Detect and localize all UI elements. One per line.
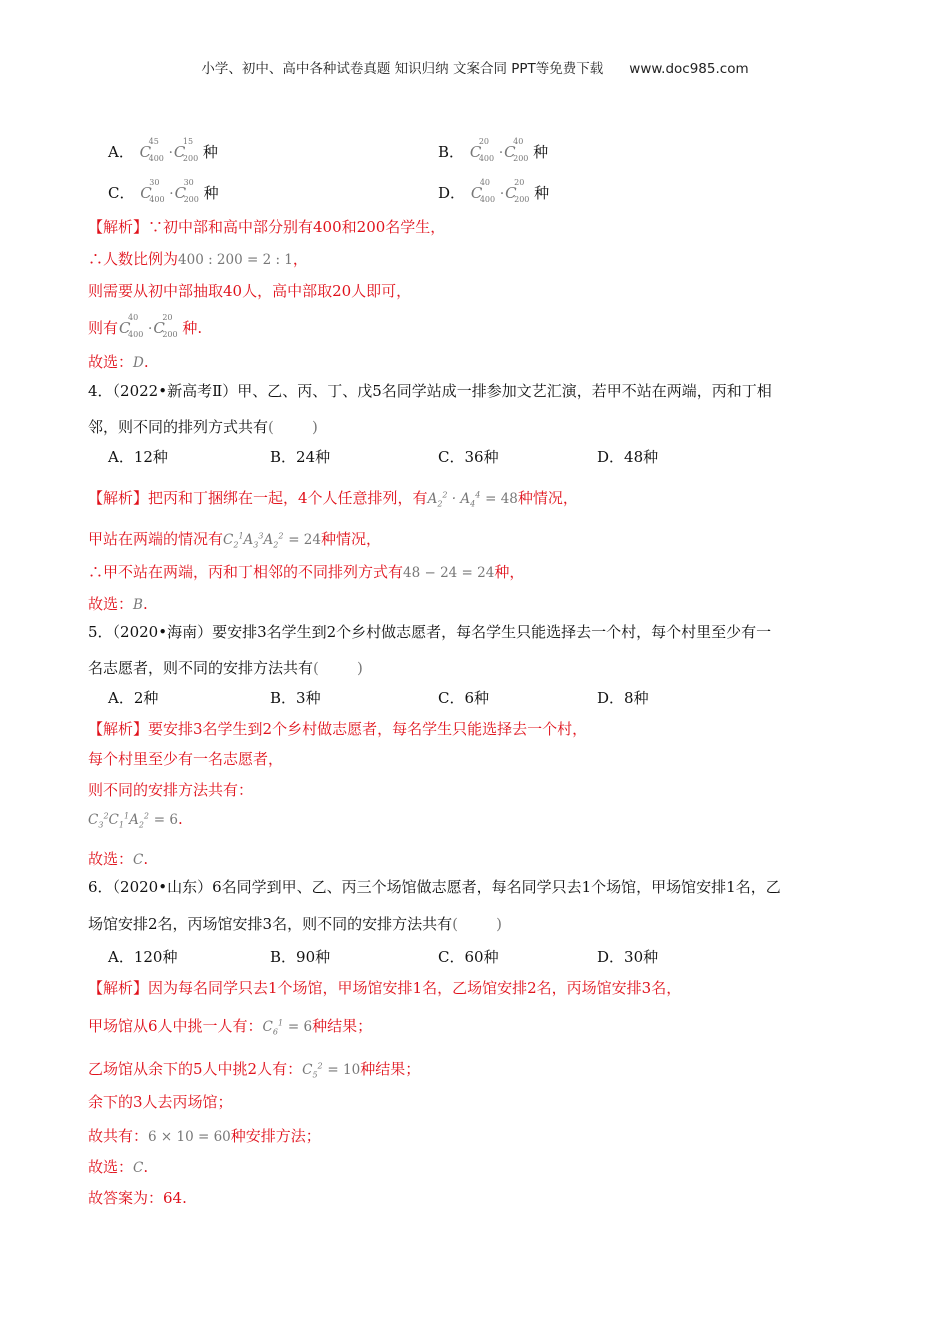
q3-solution-line2: ∴人数比例为400 : 200 = 2 : 1， (88, 250, 308, 268)
header-text: 小学、初中、高中各种试卷真题 知识归纳 文案合同 PPT等免费下载 (201, 61, 604, 77)
q3-solution-line4: 则有 C 40 400 · C 20 200 种. (88, 313, 203, 339)
q3-option-d[interactable]: D． C 40 400 · C 20 200 种 (438, 178, 550, 204)
q6-solution-line5: 故共有：6 × 10 = 60种安排方法； (88, 1127, 321, 1145)
q4-solution-line3: ∴甲不站在两端，丙和丁相邻的不同排列方式有48 − 24 = 24种， (88, 563, 525, 581)
q5-stem-line2: 名志愿者，则不同的安排方法共有( ) (88, 659, 363, 677)
q4-option-c[interactable]: C．36种 (438, 448, 499, 466)
q6-option-a[interactable]: A．120种 (108, 948, 178, 966)
q5-option-c[interactable]: C．6种 (438, 689, 490, 707)
q5-solution-line3: 则不同的安排方法共有： (88, 781, 254, 799)
q3-option-c-label: C． (108, 184, 135, 202)
q6-option-b[interactable]: B．90种 (270, 948, 331, 966)
q6-option-d[interactable]: D．30种 (597, 948, 659, 966)
q3-answer: 故选：D. (88, 353, 149, 371)
q6-stem-line2: 场馆安排2名，丙场馆安排3名，则不同的安排方法共有( ) (88, 915, 502, 933)
q5-solution-line4: $C_3^2C_1^1A_2^2 = 6$. (88, 810, 183, 830)
q3-option-c[interactable]: C． C 30 400 · C 30 200 种 (108, 178, 219, 204)
q5-solution-line2: 每个村里至少有一名志愿者， (88, 750, 284, 768)
q5-option-d[interactable]: D．8种 (597, 689, 649, 707)
q6-solution-line2: 甲场馆从6人中挑一人有：$C_6^1 = 6$种结果； (88, 1017, 373, 1037)
q3-solution-line3: 则需要从初中部抽取40人，高中部取20人即可， (88, 282, 412, 300)
q4-solution-line2: 甲站在两端的情况有$C_2^1A_3^3A_2^2 = 24$种情况， (88, 530, 381, 550)
q3-option-b-label: B． (438, 143, 465, 161)
q3-option-d-label: D． (438, 184, 466, 202)
q4-solution-line1: 【解析】把丙和丁捆绑在一起，4个人任意排列，有$A_2^2 \cdot A_4^4 = 48$种情况， (88, 489, 578, 509)
q6-solution-line4: 余下的3人去丙场馆； (88, 1093, 233, 1111)
q4-option-d[interactable]: D．48种 (597, 448, 659, 466)
q3-option-a-label: A． (108, 143, 134, 161)
q4-option-a[interactable]: A．12种 (108, 448, 168, 466)
q6-stem-line1: 6．（2020•山东）6名同学到甲、乙、丙三个场馆做志愿者，每名同学只去1个场馆，甲场馆安排1名，乙 (88, 878, 781, 896)
q4-answer: 故选：B. (88, 595, 148, 613)
page-header (0, 57, 950, 77)
q6-solution-line3: 乙场馆从余下的5人中挑2人有：$C_5^2 = 10$种结果； (88, 1060, 421, 1080)
q6-answer: 故选：C. (88, 1158, 149, 1176)
q3-option-a[interactable]: A． C 45 400 · C 15 200 种 (108, 137, 218, 163)
q4-option-b[interactable]: B．24种 (270, 448, 331, 466)
q5-answer: 故选：C. (88, 850, 149, 868)
q6-option-c[interactable]: C．60种 (438, 948, 499, 966)
q4-stem-line1: 4．（2022•新高考Ⅱ）甲、乙、丙、丁、戊5名同学站成一排参加文艺汇演，若甲不站在两端，丙和丁相 (88, 382, 772, 400)
q4-stem-line2: 邻，则不同的排列方式共有( ) (88, 418, 318, 436)
q5-option-a[interactable]: A．2种 (108, 689, 159, 707)
q3-solution-line1: 【解析】∵初中部和高中部分别有400和200名学生， (88, 218, 446, 236)
q6-solution-line1: 【解析】因为每名同学只去1个场馆，甲场馆安排1名，乙场馆安排2名，丙场馆安排3名， (88, 979, 682, 997)
q5-solution-line1: 【解析】要安排3名学生到2个乡村做志愿者，每名学生只能选择去一个村， (88, 720, 588, 738)
header-site-link[interactable]: www.doc985.com (629, 61, 749, 77)
q5-option-b[interactable]: B．3种 (270, 689, 321, 707)
q5-stem-line1: 5．（2020•海南）要安排3名学生到2个乡村做志愿者，每名学生只能选择去一个村，每个村里至少有一 (88, 623, 772, 641)
q3-option-b[interactable]: B． C 20 400 · C 40 200 种 (438, 137, 549, 163)
q6-final-answer: 故答案为：64. (88, 1189, 187, 1207)
